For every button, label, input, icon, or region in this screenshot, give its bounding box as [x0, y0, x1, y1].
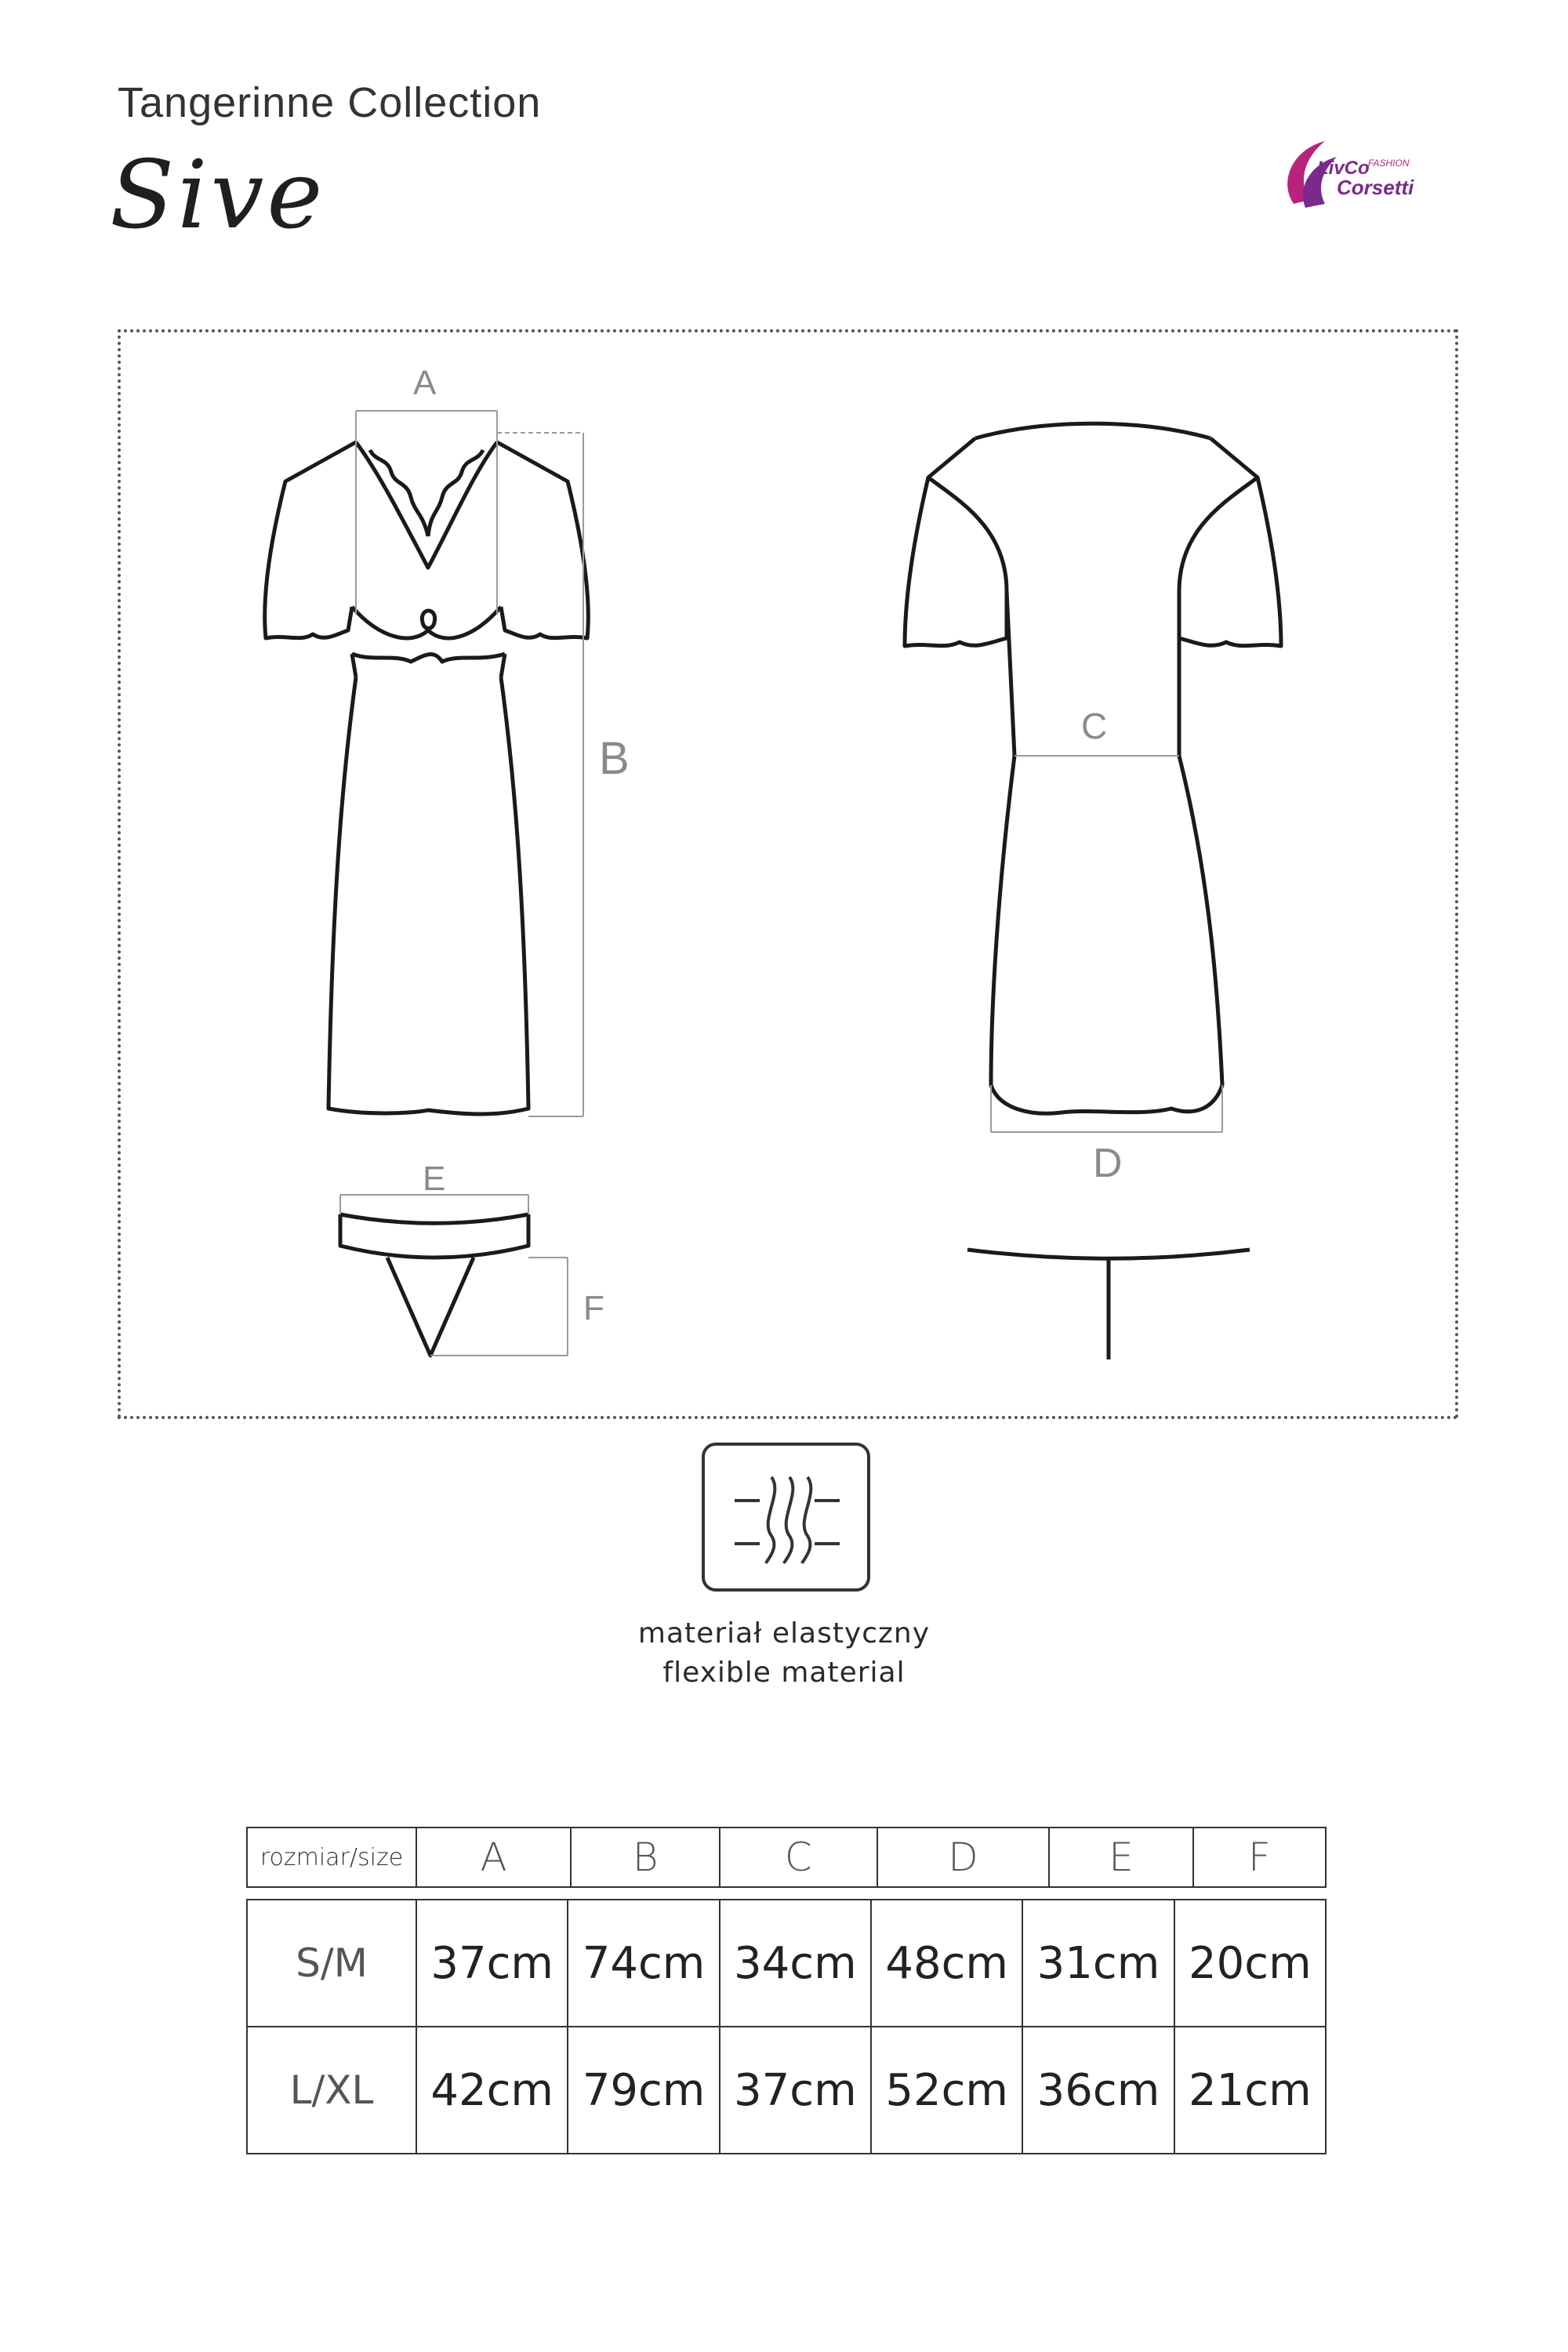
- value-cell: 31cm: [1022, 1900, 1174, 2027]
- garment-diagram: [118, 329, 1458, 1419]
- value-cell: 37cm: [720, 2027, 871, 2154]
- dim-label-b: B: [599, 733, 630, 784]
- front-measure-lines: [356, 411, 583, 1116]
- back-chemise: [905, 423, 1281, 1113]
- value-cell: 36cm: [1022, 2027, 1174, 2154]
- logo-line2: Corsetti: [1337, 176, 1414, 199]
- logo-line3: FASHION: [1368, 158, 1410, 169]
- back-thong: [967, 1250, 1250, 1359]
- column-header-b: B: [571, 1828, 720, 1887]
- size-table: [246, 1899, 1327, 2154]
- column-header-c: C: [720, 1828, 877, 1887]
- column-header-e: E: [1049, 1828, 1193, 1887]
- dim-label-f: F: [583, 1289, 604, 1327]
- value-cell: 42cm: [416, 2027, 568, 2154]
- value-cell: 74cm: [568, 1900, 719, 2027]
- column-header-f: F: [1193, 1828, 1326, 1887]
- dim-label-d: D: [1093, 1141, 1123, 1186]
- column-header-a: A: [416, 1828, 571, 1887]
- material-label-pl: materiał elastyczny: [637, 1617, 931, 1650]
- garment-drawing: [121, 332, 1461, 1422]
- logo-line1: LivCo: [1317, 158, 1370, 179]
- dim-label-e: E: [423, 1160, 446, 1198]
- flexible-material-icon: [702, 1443, 870, 1592]
- material-label-en: flexible material: [662, 1657, 906, 1689]
- collection-title: Tangerinne Collection: [118, 79, 542, 126]
- front-chemise: [265, 442, 589, 1114]
- value-cell: 34cm: [720, 1900, 871, 2027]
- back-measure-lines: [991, 756, 1222, 1132]
- value-cell: 52cm: [871, 2027, 1022, 2154]
- front-thong: [340, 1214, 528, 1356]
- table-row: [247, 1900, 1326, 2027]
- size-table-header: [246, 1827, 1327, 1888]
- value-cell: 20cm: [1174, 1900, 1326, 2027]
- value-cell: 37cm: [416, 1900, 568, 2027]
- value-cell: 48cm: [871, 1900, 1022, 2027]
- size-cell: L/XL: [247, 2027, 416, 2154]
- column-header-d: D: [877, 1828, 1049, 1887]
- dim-label-c: C: [1081, 706, 1108, 746]
- size-cell: S/M: [247, 1900, 416, 2027]
- table-row: [247, 2027, 1326, 2154]
- size-header-label: rozmiar/size: [247, 1828, 416, 1887]
- value-cell: 79cm: [568, 2027, 719, 2154]
- dim-label-a: A: [413, 364, 437, 402]
- brand-logo: [1262, 125, 1443, 220]
- model-name: Sive: [110, 141, 326, 250]
- value-cell: 21cm: [1174, 2027, 1326, 2154]
